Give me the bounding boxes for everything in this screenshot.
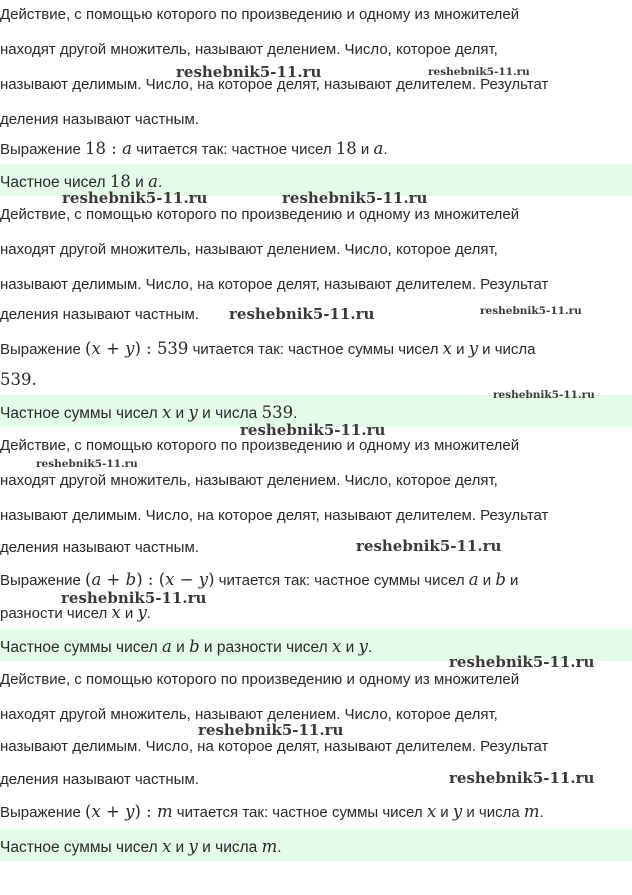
definition-line-1: Действие, с помощью которого по произведению и одному из множителей — [0, 6, 520, 23]
definition-line-2: находят другой множитель, называют делением. Число, которое делят, — [0, 41, 498, 58]
definition-line-4: деления называют частным. — [0, 111, 199, 128]
definition-line-4: деления называют частным. — [0, 771, 199, 788]
watermark: reshebnik5-11.ru — [282, 189, 428, 207]
watermark: reshebnik5-11.ru — [449, 769, 595, 787]
watermark: reshebnik5-11.ru — [36, 458, 138, 470]
definition-line-4: деления называют частным. — [0, 539, 199, 556]
answer-text: Частное суммы чисел x и y и числа 539. — [0, 403, 298, 422]
definition-line-3: называют делимым. Число, на которое делят, называют делителем. Результат — [0, 76, 549, 93]
definition-line-1: Действие, с помощью которого по произведению и одному из множителей — [0, 671, 520, 688]
definition-line-1: Действие, с помощью которого по произведению и одному из множителей — [0, 206, 520, 223]
answer-text: Частное чисел 18 и a. — [0, 172, 163, 191]
watermark: reshebnik5-11.ru — [428, 66, 530, 78]
expression-line-cont: 539. — [0, 370, 37, 389]
watermark: reshebnik5-11.ru — [229, 305, 375, 323]
watermark: reshebnik5-11.ru — [176, 63, 322, 81]
watermark: reshebnik5-11.ru — [61, 589, 207, 607]
watermark: reshebnik5-11.ru — [480, 305, 582, 317]
expression-line: Выражение (x + y) : 539 читается так: частное суммы чисел x и y и числа — [0, 339, 536, 358]
definition-line-3: называют делимым. Число, на которое делят, называют делителем. Результат — [0, 507, 549, 524]
watermark: reshebnik5-11.ru — [240, 421, 386, 439]
definition-line-3: называют делимым. Число, на которое делят, называют делителем. Результат — [0, 738, 549, 755]
answer-text: Частное суммы чисел a и b и разности чисел x и y. — [0, 637, 373, 656]
watermark: reshebnik5-11.ru — [62, 189, 208, 207]
definition-line-1: Действие, с помощью которого по произведению и одному из множителей — [0, 437, 520, 454]
expression-line: Выражение (a + b) : (x − y) читается так: частное суммы чисел a и b и — [0, 570, 519, 589]
expression-line: Выражение (x + y) : m читается так: частное суммы чисел x и y и числа m. — [0, 802, 544, 821]
watermark: reshebnik5-11.ru — [493, 389, 595, 401]
expression-line: Выражение 18 : a читается так: частное чисел 18 и a. — [0, 139, 388, 158]
answer-box — [0, 829, 632, 861]
answer-text: Частное суммы чисел x и y и числа m. — [0, 837, 282, 856]
definition-line-3: называют делимым. Число, на которое делят, называют делителем. Результат — [0, 276, 549, 293]
watermark: reshebnik5-11.ru — [449, 653, 595, 671]
definition-line-2: находят другой множитель, называют делением. Число, которое делят, — [0, 706, 498, 723]
definition-line-2: находят другой множитель, называют делением. Число, которое делят, — [0, 472, 498, 489]
watermark: reshebnik5-11.ru — [356, 537, 502, 555]
definition-line-4: деления называют частным. — [0, 306, 199, 323]
watermark: reshebnik5-11.ru — [198, 721, 344, 739]
definition-line-2: находят другой множитель, называют делением. Число, которое делят, — [0, 241, 498, 258]
expression-line-cont: разности чисел x и y. — [0, 603, 151, 622]
